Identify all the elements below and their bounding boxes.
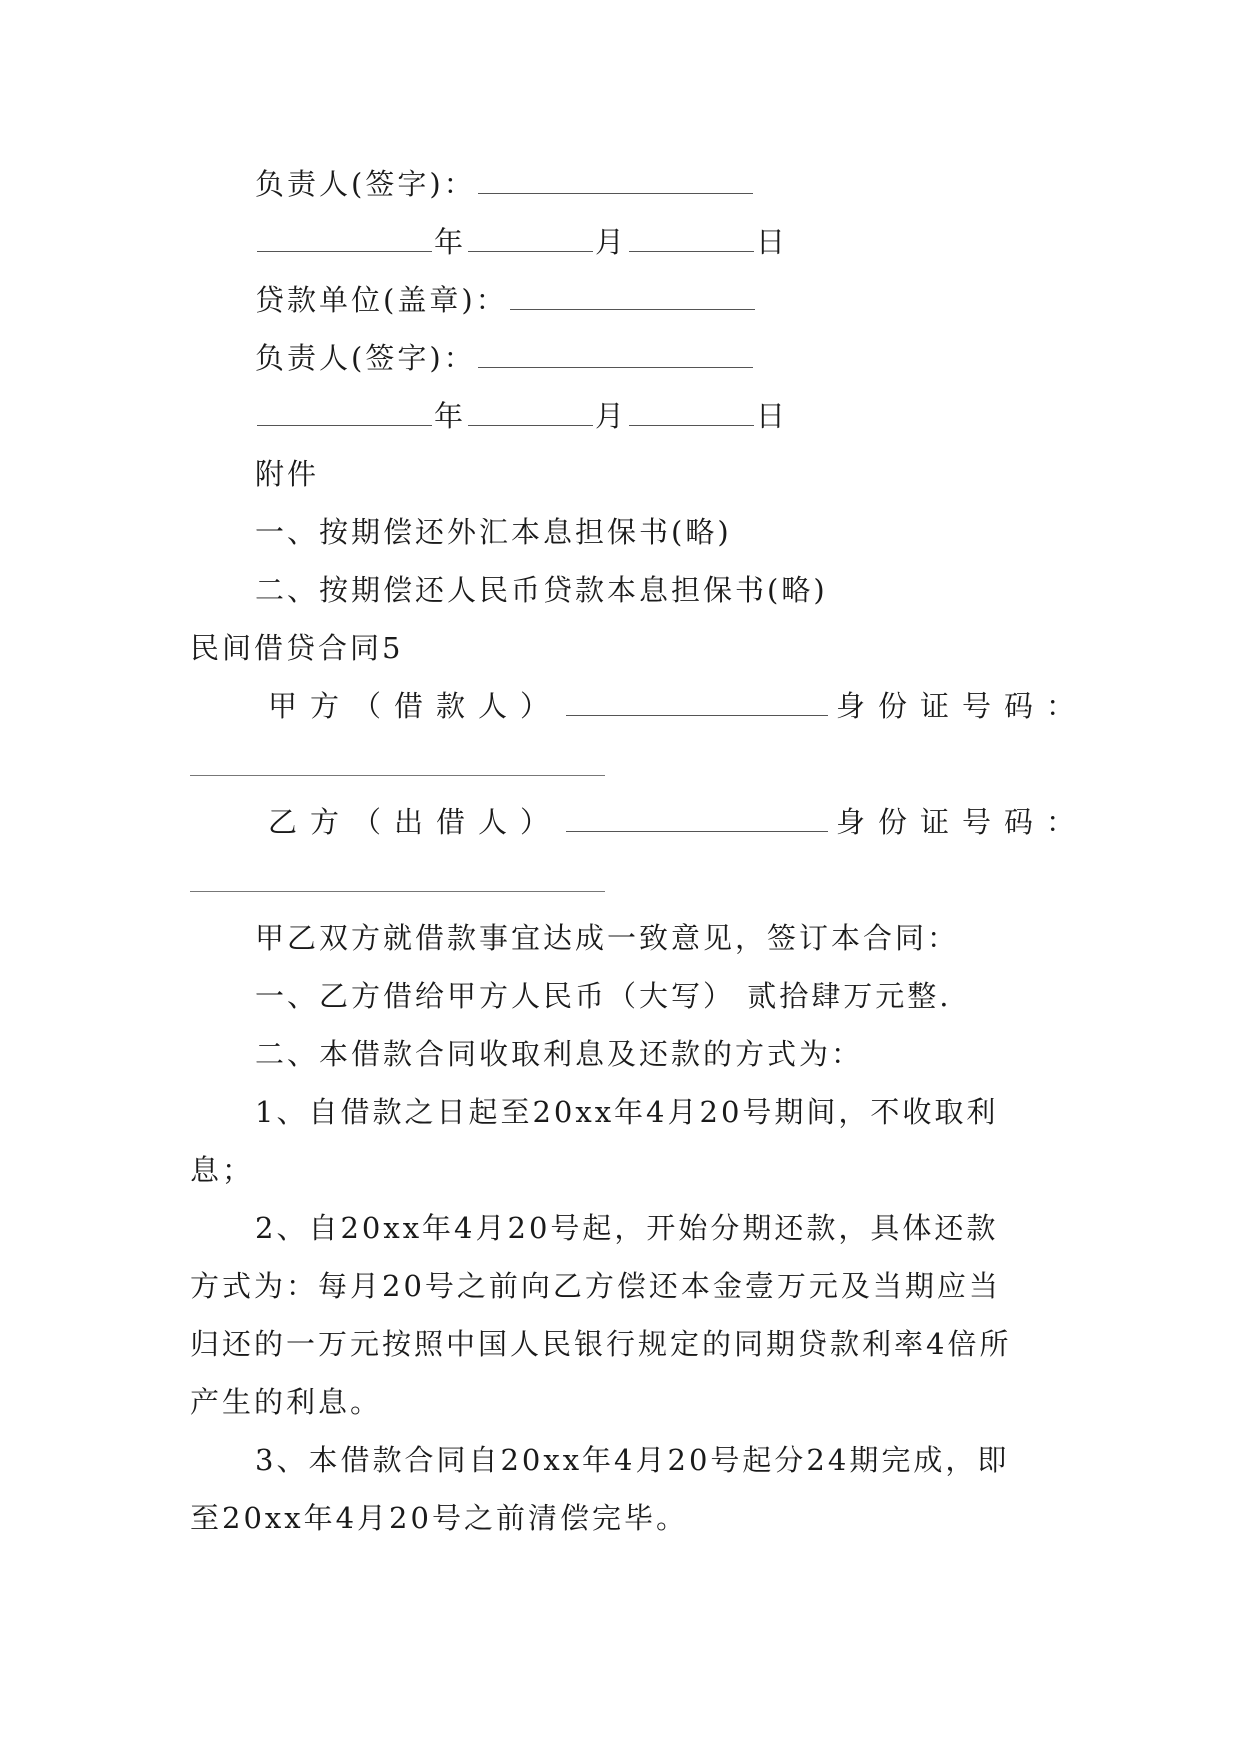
stamp-blank[interactable] xyxy=(510,285,755,310)
clause-2-1-line-2: 息； xyxy=(190,1153,255,1187)
lender-unit-line xyxy=(255,282,757,318)
party-b-name-blank[interactable] xyxy=(566,807,828,832)
date-line-2 xyxy=(255,398,788,434)
contract-intro: 甲乙双方就借款事宜达成一致意见，签订本合同： xyxy=(255,921,960,955)
month-blank[interactable] xyxy=(468,227,593,252)
party-a-label: 甲方（借款人） xyxy=(268,689,563,723)
attachment-item-1: 一、按期偿还外汇本息担保书(略) xyxy=(255,515,732,549)
attachment-item-2: 二、按期偿还人民币贷款本息担保书(略) xyxy=(255,573,828,607)
lender-unit-label: 贷款单位(盖章)： xyxy=(255,283,508,317)
sign-label: 负责人(签字)： xyxy=(255,167,476,201)
clause-2-3-line-1: 3、本借款合同自20xx年4月20号起分24期完成，即 xyxy=(255,1443,1010,1477)
signature-line-1 xyxy=(255,166,755,202)
party-a-line xyxy=(268,688,1088,724)
clause-2: 二、本借款合同收取利息及还款的方式为： xyxy=(255,1037,864,1071)
day-label: 日 xyxy=(756,225,789,259)
contract-title: 民间借贷合同5 xyxy=(190,631,404,665)
clause-2-2-line-4: 产生的利息。 xyxy=(190,1385,383,1419)
id-number-label: 身份证号码： xyxy=(836,805,1089,839)
day-label: 日 xyxy=(756,399,789,433)
month-blank[interactable] xyxy=(468,401,593,426)
year-blank[interactable] xyxy=(257,401,432,426)
clause-2-3-line-2: 至20xx年4月20号之前清偿完毕。 xyxy=(190,1501,688,1535)
id-number-label: 身份证号码： xyxy=(836,689,1089,723)
sign-label: 负责人(签字)： xyxy=(255,341,476,375)
signature-blank[interactable] xyxy=(478,343,753,368)
day-blank[interactable] xyxy=(629,401,754,426)
party-b-label: 乙方（出借人） xyxy=(268,805,563,839)
party-a-name-blank[interactable] xyxy=(566,691,828,716)
month-label: 月 xyxy=(595,399,628,433)
party-b-id-blank[interactable] xyxy=(190,891,605,892)
year-label: 年 xyxy=(434,399,467,433)
year-label: 年 xyxy=(434,225,467,259)
clause-1: 一、乙方借给甲方人民币（大写） 贰拾肆万元整. xyxy=(255,979,952,1013)
attachments-heading: 附件 xyxy=(255,457,320,491)
clause-2-2-line-3: 归还的一万元按照中国人民银行规定的同期贷款利率4倍所 xyxy=(190,1327,1012,1361)
clause-2-1-line-1: 1、自借款之日起至20xx年4月20号期间，不收取利 xyxy=(255,1095,999,1129)
clause-2-2-line-2: 方式为：每月20号之前向乙方偿还本金壹万元及当期应当 xyxy=(190,1269,1001,1303)
party-a-id-blank[interactable] xyxy=(190,775,605,776)
clause-2-2-line-1: 2、自20xx年4月20号起，开始分期还款，具体还款 xyxy=(255,1211,999,1245)
year-blank[interactable] xyxy=(257,227,432,252)
day-blank[interactable] xyxy=(629,227,754,252)
signature-blank[interactable] xyxy=(478,169,753,194)
date-line-1 xyxy=(255,224,788,260)
signature-line-2 xyxy=(255,340,755,376)
month-label: 月 xyxy=(595,225,628,259)
party-b-line xyxy=(268,804,1088,840)
